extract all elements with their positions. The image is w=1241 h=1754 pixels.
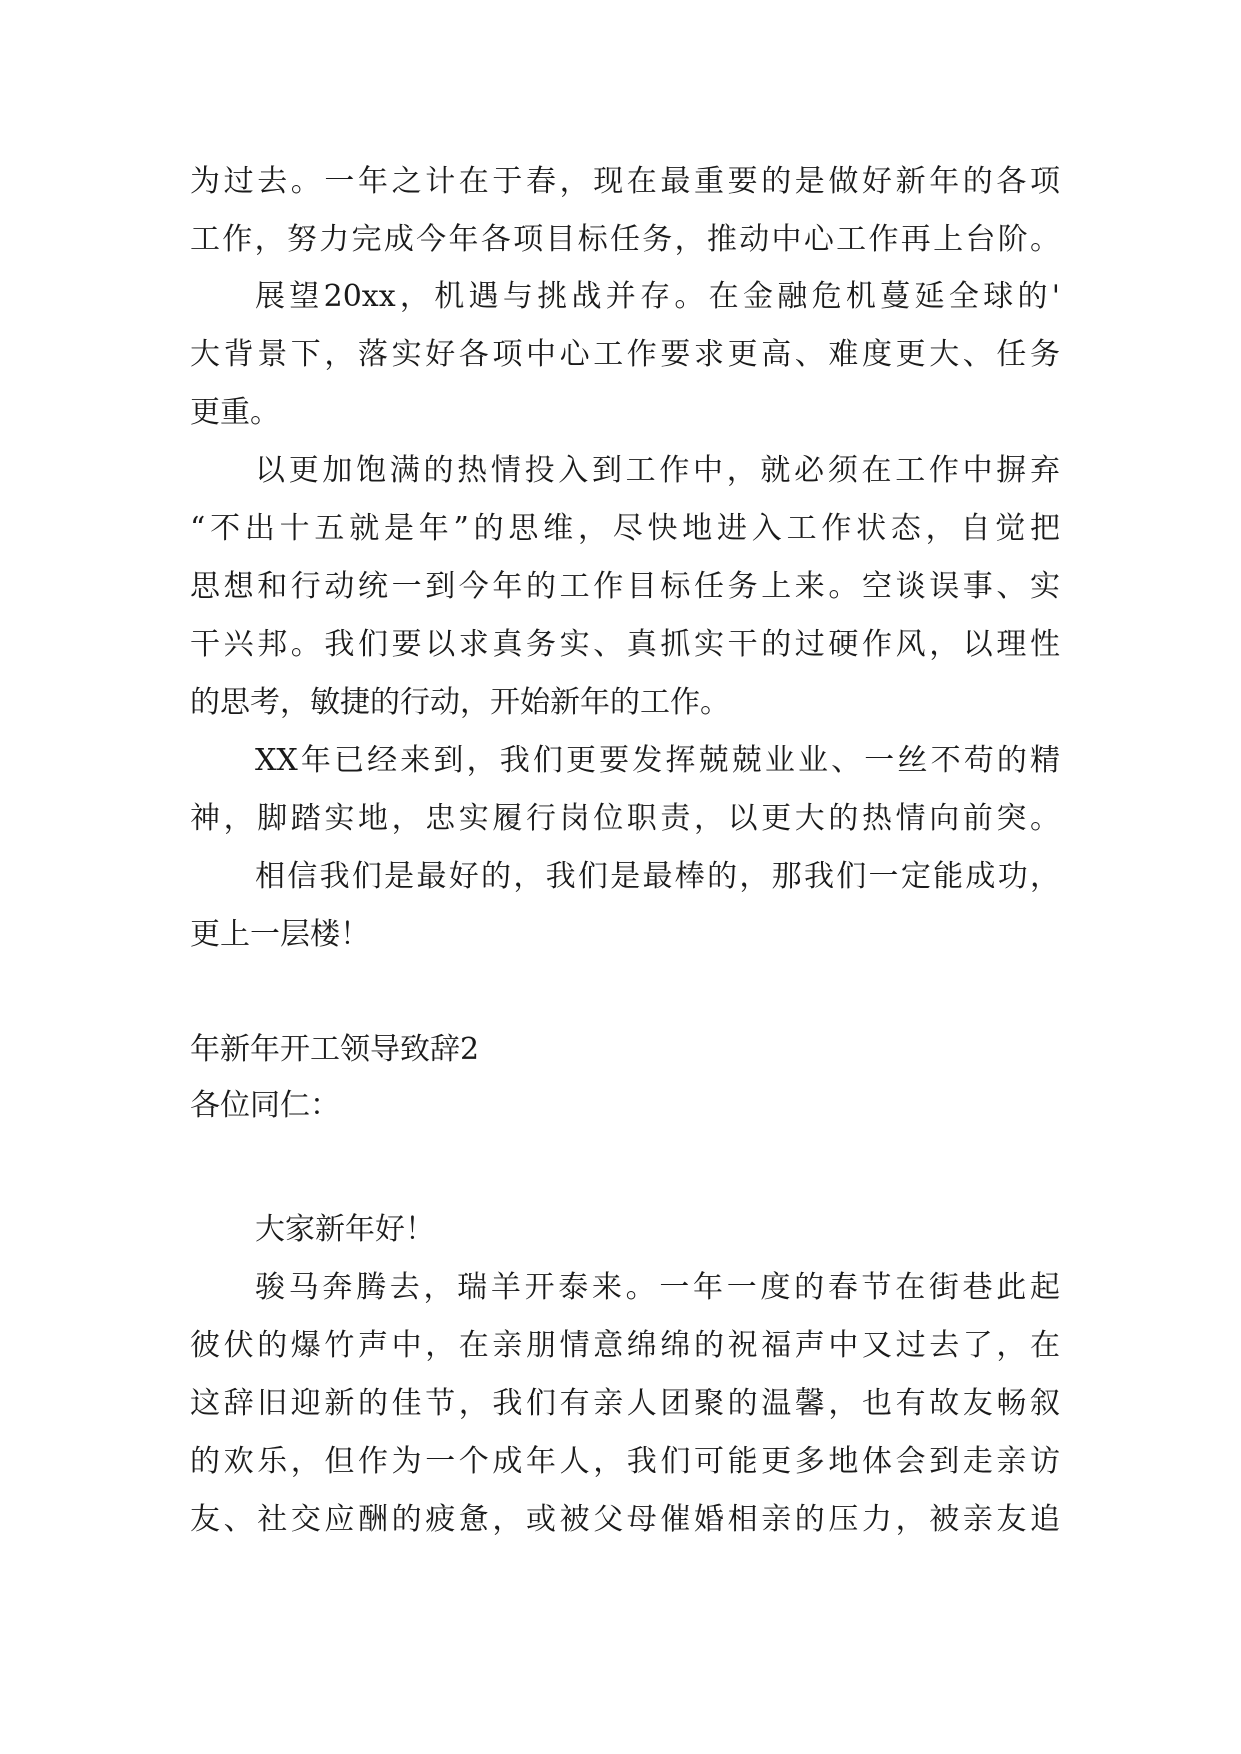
paragraph-line: 工作，努力完成今年各项目标任务，推动中心工作再上台阶。 <box>190 222 1060 257</box>
paragraph-line: 干兴邦。我们要以求真务实、真抓实干的过硬作风，以理性 <box>190 627 1060 662</box>
paragraph-line: 友、社交应酬的疲惫，或被父母催婚相亲的压力，被亲友追 <box>190 1502 1060 1537</box>
paragraph-line: 更上一层楼！ <box>190 917 370 952</box>
paragraph-line: 大背景下，落实好各项中心工作要求更高、难度更大、任务 <box>190 337 1060 372</box>
paragraph-line: 的欢乐，但作为一个成年人，我们可能更多地体会到走亲访 <box>190 1444 1060 1479</box>
paragraph-line: 的思考，敏捷的行动，开始新年的工作。 <box>190 685 730 720</box>
greeting-line: 大家新年好！ <box>255 1212 435 1247</box>
section-title: 年新年开工领导致辞2 <box>190 1032 480 1067</box>
paragraph-line: 彼伏的爆竹声中，在亲朋情意绵绵的祝福声中又过去了，在 <box>190 1328 1060 1363</box>
paragraph-line: 骏马奔腾去，瑞羊开泰来。一年一度的春节在街巷此起 <box>255 1270 1060 1305</box>
paragraph-line: XX年已经来到，我们更要发挥兢兢业业、一丝不苟的精 <box>255 743 1060 778</box>
paragraph-line: 更重。 <box>190 395 280 430</box>
paragraph-line: 展望20xx，机遇与挑战并存。在金融危机蔓延全球的' <box>255 279 1060 314</box>
paragraph-line: 这辞旧迎新的佳节，我们有亲人团聚的温馨，也有故友畅叙 <box>190 1386 1060 1421</box>
salutation: 各位同仁： <box>190 1088 340 1123</box>
paragraph-line: 相信我们是最好的，我们是最棒的，那我们一定能成功， <box>255 859 1060 894</box>
paragraph-line: 思想和行动统一到今年的工作目标任务上来。空谈误事、实 <box>190 569 1060 604</box>
paragraph-line: “不出十五就是年”的思维，尽快地进入工作状态，自觉把 <box>190 511 1060 546</box>
paragraph-line: 为过去。一年之计在于春，现在最重要的是做好新年的各项 <box>190 164 1060 199</box>
paragraph-line: 以更加饱满的热情投入到工作中，就必须在工作中摒弃 <box>255 453 1060 488</box>
paragraph-line: 神，脚踏实地，忠实履行岗位职责，以更大的热情向前突。 <box>190 801 1060 836</box>
